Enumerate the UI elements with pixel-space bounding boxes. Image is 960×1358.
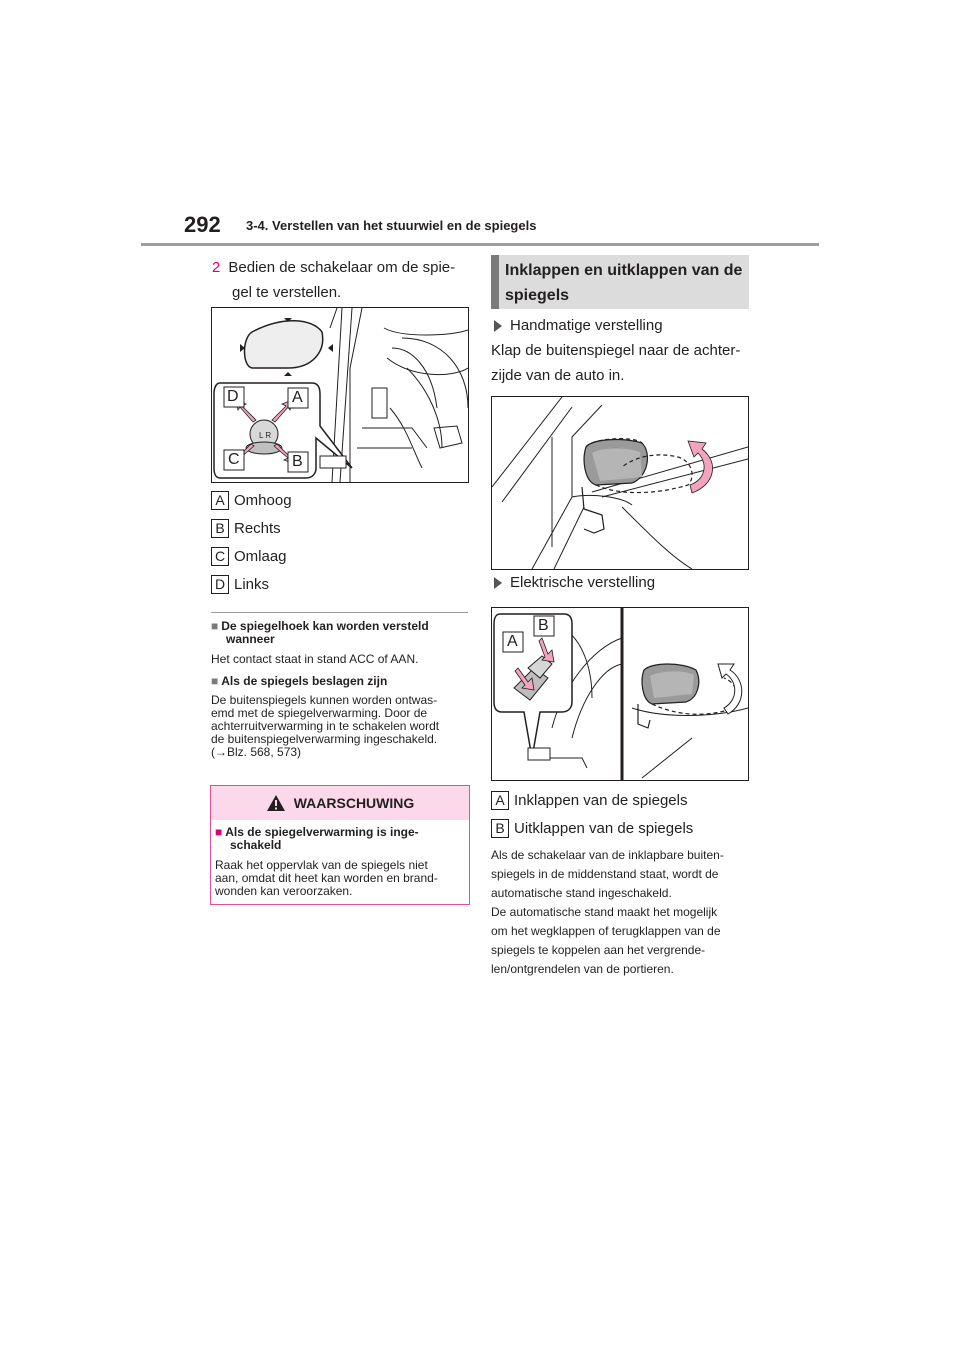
manual-fold-figure (491, 396, 749, 570)
info1-text: Het contact staat in stand ACC of AAN. (211, 652, 419, 666)
electric-adjust-label-row (494, 570, 655, 595)
heading-line-1: Inklappen en uitklappen van de (505, 262, 743, 279)
legend-item: B Uitklappen van de spiegels (491, 814, 753, 842)
svg-text:L R: L R (259, 431, 272, 440)
manual-adjust-text: Klap de buitenspiegel naar de achter- zijde van de auto in. (491, 342, 741, 384)
warning-header (211, 786, 469, 820)
info-fogged-mirrors: ■ Als de spiegels beslagen zijn De buitenspiegels kunnen worden ontwas- emd met de spiegelverwarming. Door de achterruitverwarming in te schakelen wordt de buitenspiegelverwarming ingeschakeld. (→Blz. 568, 573) (211, 675, 469, 759)
electric-fold-figure (491, 607, 749, 781)
warning-heading-1: Als de spiegelverwarming is inge- (225, 825, 419, 839)
triangle-bullet-icon (494, 320, 502, 332)
fig1-label-d: D (227, 388, 239, 405)
fig3-label-b: B (538, 617, 549, 634)
info-divider (211, 612, 468, 613)
legend-item: A Omhoog (211, 486, 461, 514)
step-line-1: Bedien de schakelaar om de spie- (228, 259, 456, 276)
info1-heading-1: De spiegelhoek kan worden versteld (221, 619, 429, 633)
legend-item: D Links (211, 570, 461, 598)
warning-heading-2: schakeld (230, 838, 282, 852)
electric-adjust-label: Elektrische verstelling (510, 574, 656, 591)
manual-adjust-label-row (494, 313, 663, 338)
step-instruction (212, 255, 470, 305)
legend-item: B Rechts (211, 514, 461, 542)
fig1-label-a: A (292, 389, 303, 406)
manual-adjust-label: Handmatige verstelling (510, 317, 663, 334)
info1-heading-2: wanneer (226, 632, 275, 646)
info2-heading: Als de spiegels beslagen zijn (221, 674, 388, 688)
warning-triangle-icon (266, 794, 286, 812)
auto-mode-note: Als de schakelaar van de inklapbare buiten- spiegels in de middenstand staat, wordt de automatische stand ingeschakeld. De automatische stand maakt het mogelijk om het wegklappen of terugklappen van de spiegels te koppelen aan het vergrende- len/ontgrendelen van de portieren. (491, 848, 724, 976)
legend-item: A Inklappen van de spiegels (491, 786, 753, 814)
legend-item: C Omlaag (211, 542, 461, 570)
info-conditions (211, 620, 469, 666)
electric-fold-illustration (492, 608, 748, 780)
step-line-2: gel te verstellen. (232, 284, 342, 301)
page-number: 292 (184, 212, 221, 237)
section-title: 3-4. Verstellen van het stuurwiel en de spiegels (246, 218, 537, 233)
direction-legend (211, 486, 461, 598)
warning-box: WAARSCHUWING ■ Als de spiegelverwarming is inge- schakeld Raak het oppervlak van de spiegels niet aan, omdat dit heet kan worden en brand- wonden kan veroorzaken. (210, 785, 470, 905)
header-rule (141, 243, 819, 246)
square-bullet-icon: ■ (211, 674, 219, 688)
square-bullet-icon: ■ (211, 619, 219, 633)
warning-title: WAARSCHUWING (293, 795, 415, 811)
manual-fold-illustration (492, 397, 748, 569)
heading-accent (491, 255, 499, 309)
triangle-bullet-icon (494, 577, 502, 589)
heading-line-2: spiegels (505, 287, 570, 304)
fig3-label-a: A (507, 633, 518, 650)
fig1-label-c: C (228, 451, 240, 468)
section-heading (491, 255, 749, 309)
fold-legend (491, 786, 753, 842)
square-bullet-icon: ■ (215, 825, 223, 839)
fig1-label-b: B (292, 453, 303, 470)
page-reference: (→Blz. 568, 573) (211, 745, 302, 759)
mirror-adjust-illustration (212, 308, 468, 482)
mirror-adjust-figure (211, 307, 469, 483)
step-number: 2 (212, 259, 221, 276)
